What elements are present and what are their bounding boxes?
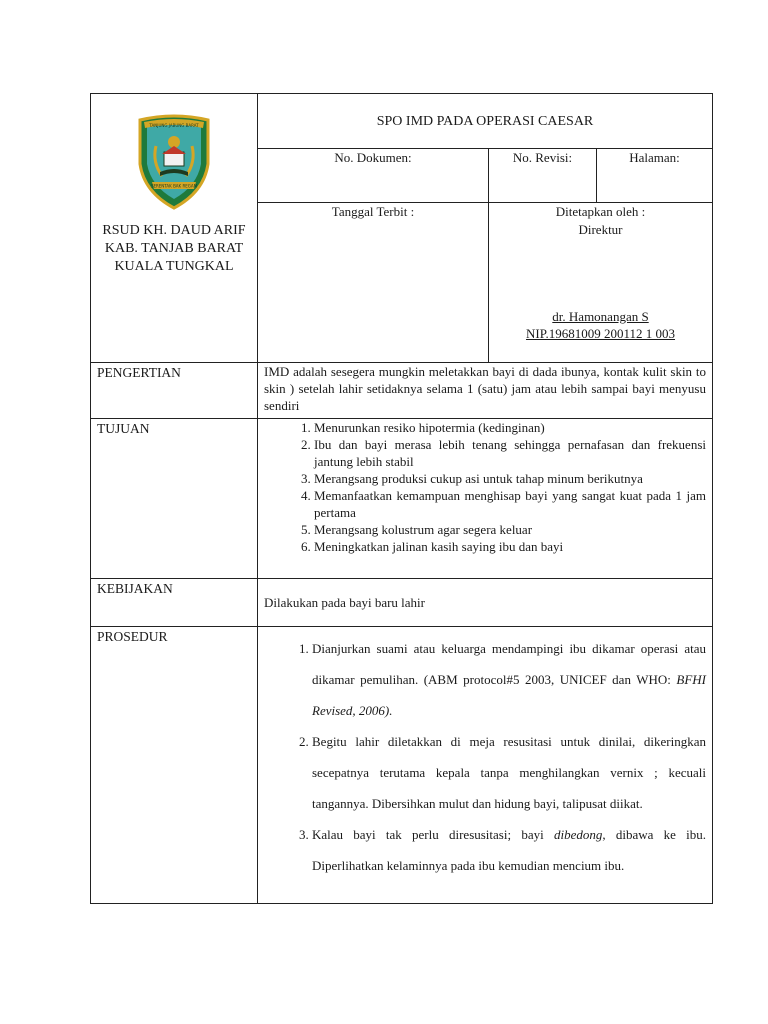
document-title: SPO IMD PADA OPERASI CAESAR [376, 113, 594, 129]
pengertian-label: PENGERTIAN [97, 365, 181, 380]
hospital-name-line-2: KAB. TANJAB BARAT [104, 241, 244, 256]
signatory-name: dr. Hamonangan S [552, 309, 649, 324]
revision-label: No. Revisi: [512, 150, 573, 165]
spo-document-table [90, 93, 713, 904]
prosedur-step-3-after: , dibawa ke ibu. Diperlihatkan kelaminnya pada ibu kemudian mencium ibu. [312, 827, 706, 873]
list-item: 1. Menurunkan resiko hipotermia (kedinginan) [314, 419, 706, 436]
list-item: 6. Meningkatkan jalinan kasih saying ibu dan bayi [314, 538, 706, 555]
set-by-label: Ditetapkan oleh : [555, 204, 646, 219]
list-item [312, 726, 706, 819]
set-by-role: Direktur [578, 222, 623, 237]
prosedur-step-2-text: Begitu lahir diletakkan di meja resusitasi untuk dinilai, dikeringkan secepatnya terutama kepala tanpa menghilangkan vernix ; kecuali tangannya. Dibersihkan mulut dan hidung bayi, talipusat diikat. [312, 734, 706, 811]
pengertian-text: IMD adalah sesegera mungkin meletakkan bayi di dada ibunya, kontak kulit skin to skin ) setelah lahir setidaknya selama 1 (satu) jam atau lebih sampai bayi menyusu sendiri [264, 364, 706, 413]
doc-number-label: No. Dokumen: [334, 150, 412, 165]
emblem-top-text: TANJUNG JABUNG BARAT [149, 123, 199, 128]
hospital-name-line-3: KUALA TUNGKAL [114, 259, 234, 274]
tujuan-label: TUJUAN [97, 421, 150, 436]
tujuan-list [264, 419, 706, 555]
prosedur-step-1-text: Dianjurkan suami atau keluarga mendampingi ibu dikamar operasi atau dikamar pemulihan. (ABM protocol#5 2003, UNICEF dan WHO: [312, 641, 706, 687]
tujuan-list-cell [258, 419, 713, 579]
approval-cell [489, 203, 713, 363]
list-item: 2. Ibu dan bayi merasa lebih tenang sehingga pernafasan dan frekuensi jantung lebih stabil [314, 436, 706, 470]
list-item: 3. Merangsang produksi cukup asi untuk tahap minum berikutnya [314, 470, 706, 487]
kebijakan-text: Dilakukan pada bayi baru lahir [264, 595, 425, 610]
prosedur-step-3-text: Kalau bayi tak perlu diresusitasi; bayi [312, 827, 554, 842]
hospital-identity-cell [91, 94, 258, 363]
hospital-name-line-1: RSUD KH. DAUD ARIF [102, 223, 246, 238]
page-number-cell [597, 149, 713, 203]
list-item: 5. Merangsang kolustrum agar segera keluar [314, 521, 706, 538]
pengertian-text-cell [258, 363, 713, 419]
prosedur-label-cell [91, 627, 258, 904]
prosedur-list-cell [258, 627, 713, 904]
document-title-cell [258, 94, 713, 149]
list-item [312, 819, 706, 881]
issue-date-label: Tanggal Terbit : [331, 204, 415, 219]
tujuan-label-cell [91, 419, 258, 579]
doc-number-cell [258, 149, 489, 203]
revision-cell [489, 149, 597, 203]
signatory-nip: NIP.19681009 200112 1 003 [525, 326, 676, 341]
hospital-name [97, 222, 251, 276]
prosedur-label: PROSEDUR [97, 629, 168, 644]
prosedur-step-3-italic: dibedong [553, 827, 603, 842]
emblem-motto-text: SERENTAK BAK REGAM [150, 183, 198, 189]
page-label: Halaman: [629, 150, 680, 165]
prosedur-step-1-italic: BFHI Revised, 2006). [312, 672, 706, 718]
signatory-block [489, 308, 712, 342]
regency-emblem-logo [134, 112, 214, 210]
kebijakan-label-cell [91, 579, 258, 627]
pengertian-label-cell [91, 363, 258, 419]
list-item [312, 633, 706, 726]
list-item: 4. Memanfaatkan kemampuan menghisap bayi yang sangat kuat pada 1 jam pertama [314, 487, 706, 521]
kebijakan-label: KEBIJAKAN [97, 581, 173, 596]
prosedur-list [264, 633, 706, 881]
issue-date-cell [258, 203, 489, 363]
kebijakan-text-cell [258, 579, 713, 627]
